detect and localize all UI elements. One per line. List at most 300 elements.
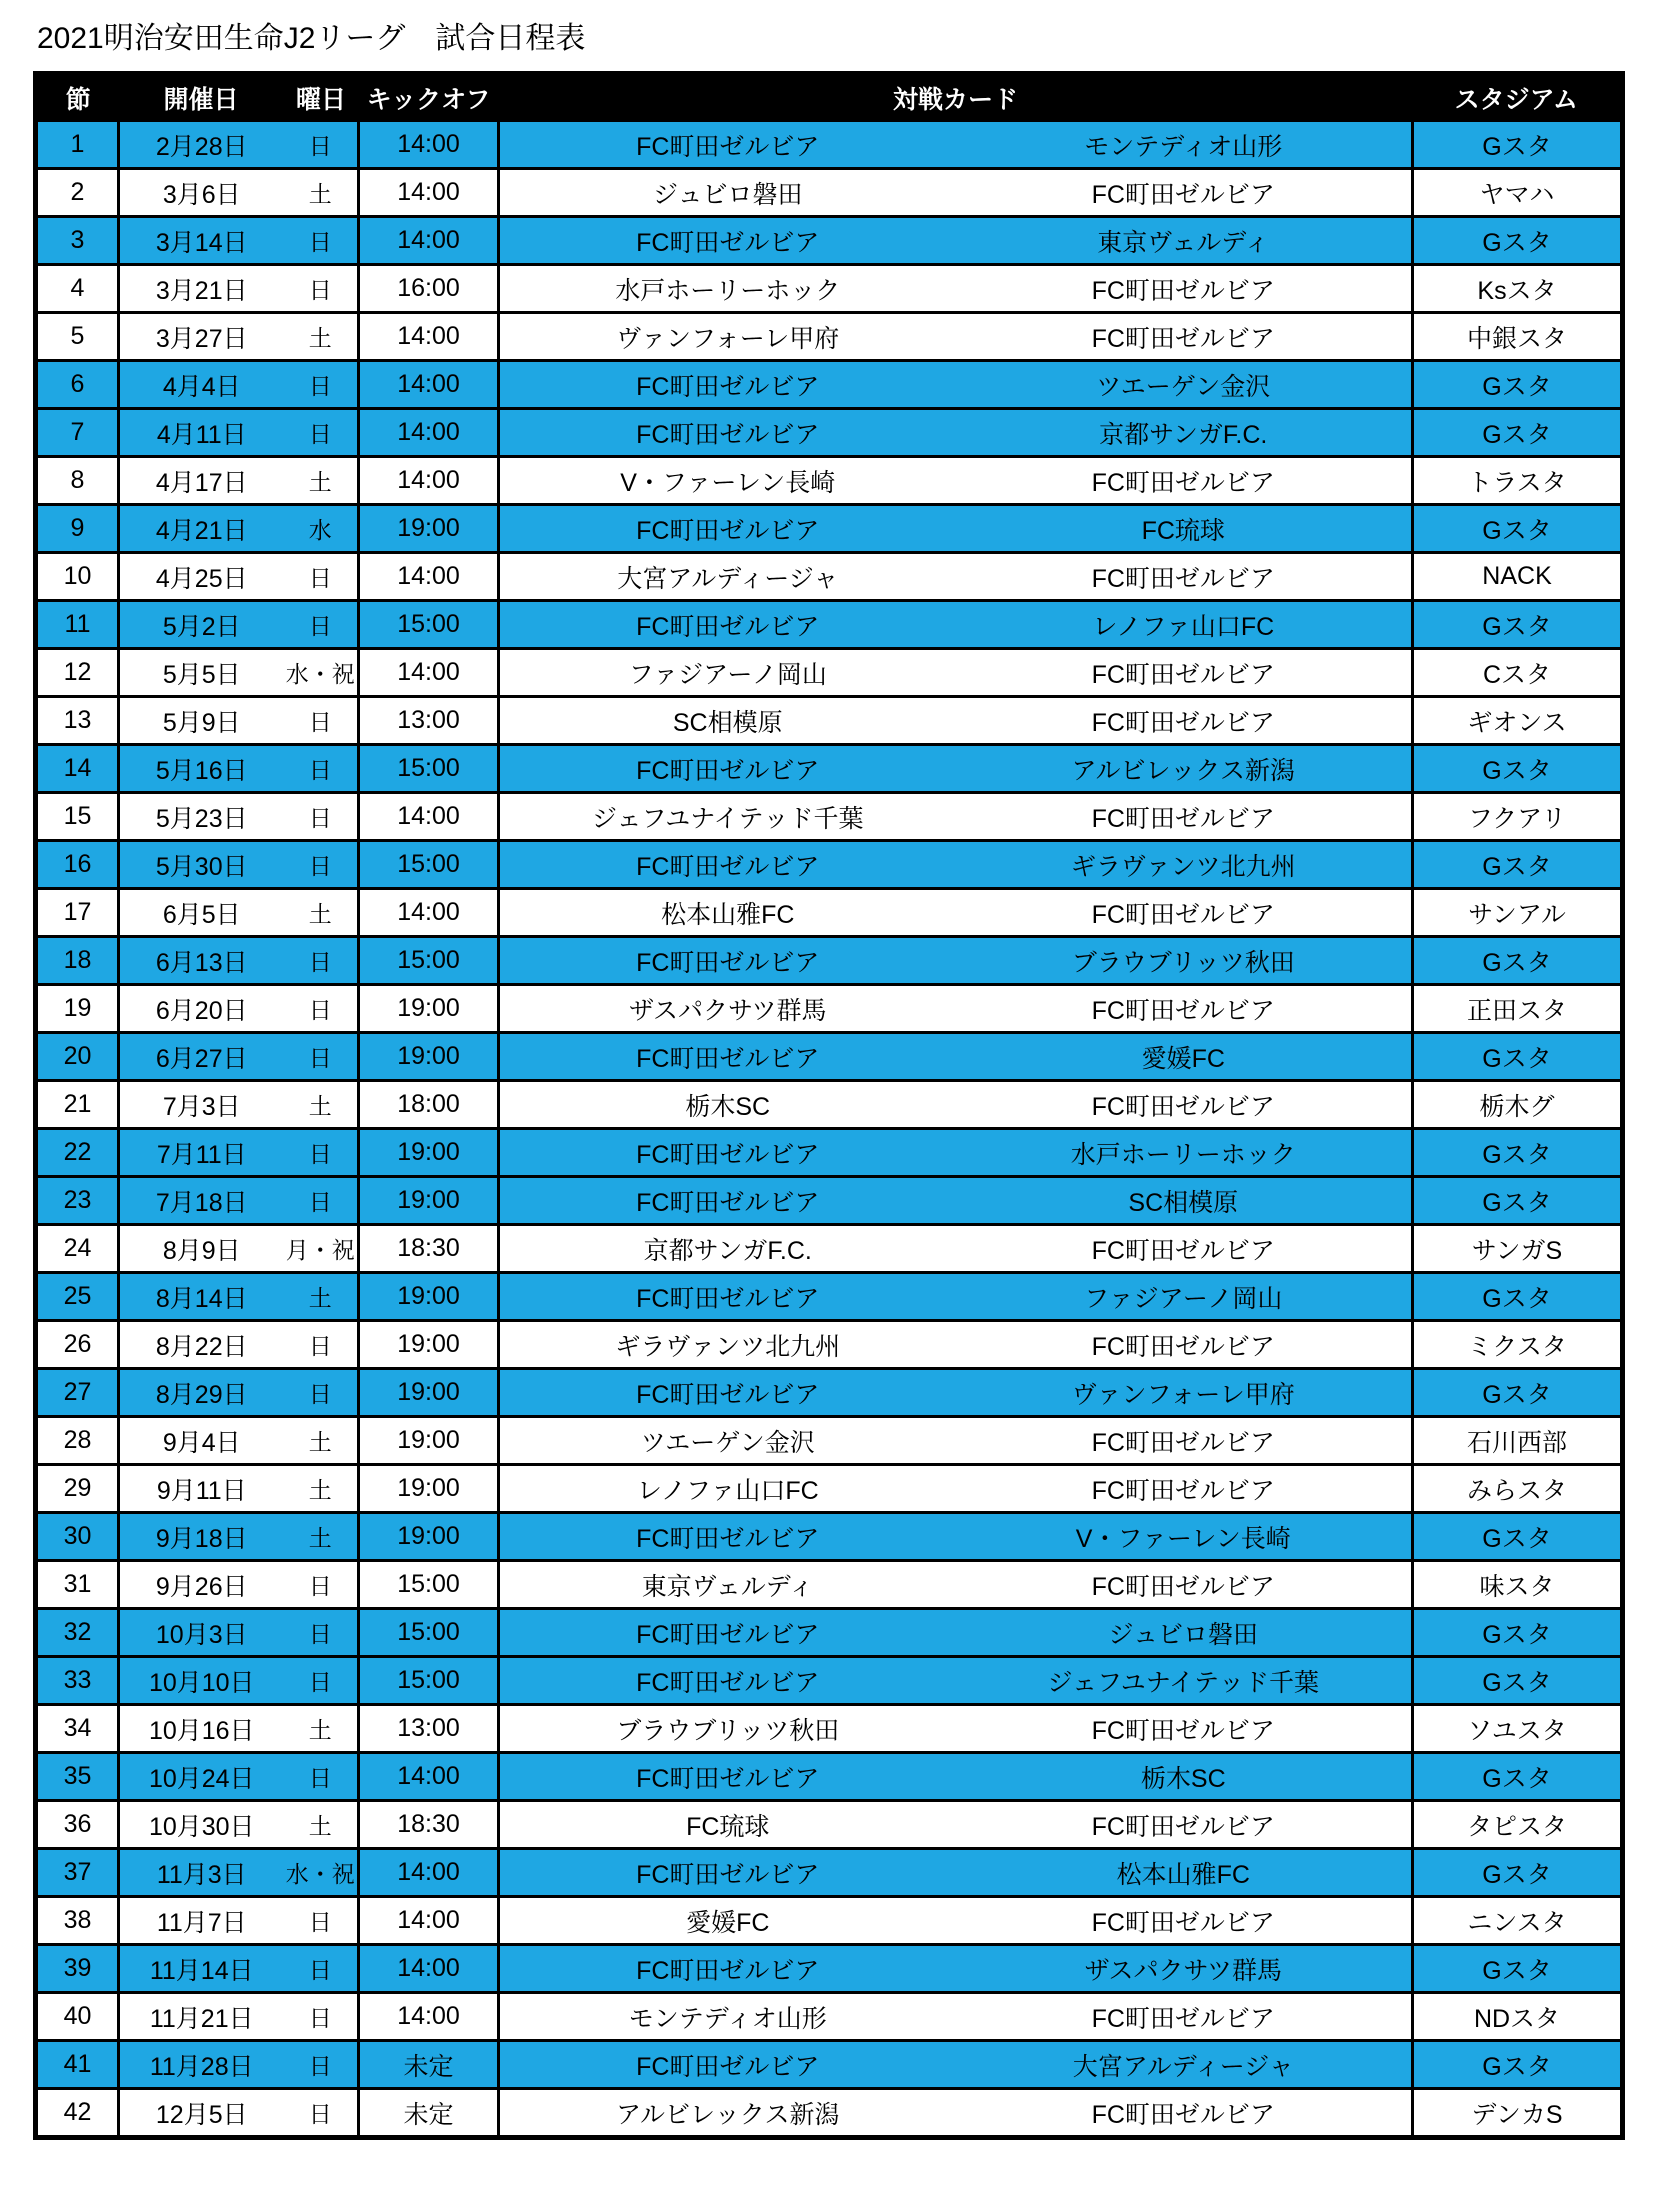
home-team-cell: レノファ山口FC xyxy=(499,1465,956,1513)
kickoff-cell: 18:00 xyxy=(359,1081,499,1129)
day-cell: 土 xyxy=(284,1465,359,1513)
table-row xyxy=(36,553,1623,601)
date-cell: 5月2日 xyxy=(119,601,284,649)
date-cell: 10月16日 xyxy=(119,1705,284,1753)
round-cell: 21 xyxy=(36,1081,119,1129)
kickoff-cell: 19:00 xyxy=(359,1321,499,1369)
away-team-cell: FC町田ゼルビア xyxy=(956,1801,1413,1849)
kickoff-cell: 15:00 xyxy=(359,745,499,793)
round-cell: 39 xyxy=(36,1945,119,1993)
day-cell: 土 xyxy=(284,889,359,937)
day-cell: 土 xyxy=(284,1513,359,1561)
stadium-cell: Gスタ xyxy=(1413,1129,1623,1177)
home-team-cell: FC町田ゼルビア xyxy=(499,601,956,649)
away-team-cell: モンテディオ山形 xyxy=(956,121,1413,169)
home-team-cell: FC町田ゼルビア xyxy=(499,841,956,889)
away-team-cell: 愛媛FC xyxy=(956,1033,1413,1081)
kickoff-cell: 15:00 xyxy=(359,1609,499,1657)
away-team-cell: FC町田ゼルビア xyxy=(956,793,1413,841)
date-cell: 3月14日 xyxy=(119,217,284,265)
date-cell: 4月17日 xyxy=(119,457,284,505)
kickoff-cell: 19:00 xyxy=(359,1513,499,1561)
table-row xyxy=(36,697,1623,745)
day-cell: 土 xyxy=(284,1705,359,1753)
home-team-cell: FC町田ゼルビア xyxy=(499,2041,956,2089)
table-row xyxy=(36,2089,1623,2138)
stadium-cell: 正田スタ xyxy=(1413,985,1623,1033)
header-date: 開催日 xyxy=(119,74,284,121)
day-cell: 水 xyxy=(284,505,359,553)
kickoff-cell: 14:00 xyxy=(359,313,499,361)
table-row xyxy=(36,2041,1623,2089)
stadium-cell: Gスタ xyxy=(1413,1033,1623,1081)
away-team-cell: 東京ヴェルディ xyxy=(956,217,1413,265)
day-cell: 日 xyxy=(284,1993,359,2041)
stadium-cell: みらスタ xyxy=(1413,1465,1623,1513)
round-cell: 38 xyxy=(36,1897,119,1945)
table-row xyxy=(36,1129,1623,1177)
kickoff-cell: 14:00 xyxy=(359,1993,499,2041)
round-cell: 33 xyxy=(36,1657,119,1705)
home-team-cell: FC町田ゼルビア xyxy=(499,1129,956,1177)
table-row xyxy=(36,937,1623,985)
stadium-cell: NACK xyxy=(1413,553,1623,601)
stadium-cell: Gスタ xyxy=(1413,1609,1623,1657)
round-cell: 3 xyxy=(36,217,119,265)
kickoff-cell: 15:00 xyxy=(359,601,499,649)
home-team-cell: 愛媛FC xyxy=(499,1897,956,1945)
home-team-cell: 大宮アルディージャ xyxy=(499,553,956,601)
day-cell: 土 xyxy=(284,313,359,361)
date-cell: 9月11日 xyxy=(119,1465,284,1513)
kickoff-cell: 14:00 xyxy=(359,217,499,265)
schedule-header xyxy=(36,74,1623,121)
schedule-body xyxy=(36,121,1623,2138)
round-cell: 37 xyxy=(36,1849,119,1897)
day-cell: 日 xyxy=(284,361,359,409)
day-cell: 土 xyxy=(284,1801,359,1849)
home-team-cell: FC町田ゼルビア xyxy=(499,1369,956,1417)
date-cell: 10月10日 xyxy=(119,1657,284,1705)
home-team-cell: FC町田ゼルビア xyxy=(499,121,956,169)
round-cell: 1 xyxy=(36,121,119,169)
away-team-cell: FC町田ゼルビア xyxy=(956,1897,1413,1945)
away-team-cell: FC町田ゼルビア xyxy=(956,649,1413,697)
round-cell: 32 xyxy=(36,1609,119,1657)
day-cell: 土 xyxy=(284,1081,359,1129)
day-cell: 日 xyxy=(284,1129,359,1177)
table-row xyxy=(36,889,1623,937)
table-row xyxy=(36,1081,1623,1129)
home-team-cell: アルビレックス新潟 xyxy=(499,2089,956,2138)
date-cell: 9月18日 xyxy=(119,1513,284,1561)
away-team-cell: FC町田ゼルビア xyxy=(956,1225,1413,1273)
home-team-cell: ザスパクサツ群馬 xyxy=(499,985,956,1033)
date-cell: 5月9日 xyxy=(119,697,284,745)
date-cell: 7月3日 xyxy=(119,1081,284,1129)
day-cell: 日 xyxy=(284,1657,359,1705)
away-team-cell: FC町田ゼルビア xyxy=(956,169,1413,217)
day-cell: 水・祝 xyxy=(284,649,359,697)
table-row xyxy=(36,121,1623,169)
table-row xyxy=(36,505,1623,553)
stadium-cell: Gスタ xyxy=(1413,1657,1623,1705)
date-cell: 7月11日 xyxy=(119,1129,284,1177)
kickoff-cell: 13:00 xyxy=(359,1705,499,1753)
away-team-cell: FC町田ゼルビア xyxy=(956,1081,1413,1129)
day-cell: 土 xyxy=(284,1417,359,1465)
date-cell: 10月30日 xyxy=(119,1801,284,1849)
stadium-cell: フクアリ xyxy=(1413,793,1623,841)
kickoff-cell: 14:00 xyxy=(359,793,499,841)
day-cell: 日 xyxy=(284,601,359,649)
home-team-cell: FC琉球 xyxy=(499,1801,956,1849)
round-cell: 42 xyxy=(36,2089,119,2138)
table-row xyxy=(36,457,1623,505)
header-stadium: スタジアム xyxy=(1413,74,1623,121)
round-cell: 41 xyxy=(36,2041,119,2089)
round-cell: 34 xyxy=(36,1705,119,1753)
round-cell: 6 xyxy=(36,361,119,409)
away-team-cell: FC琉球 xyxy=(956,505,1413,553)
stadium-cell: 栃木グ xyxy=(1413,1081,1623,1129)
away-team-cell: FC町田ゼルビア xyxy=(956,889,1413,937)
stadium-cell: Gスタ xyxy=(1413,1513,1623,1561)
away-team-cell: レノファ山口FC xyxy=(956,601,1413,649)
round-cell: 8 xyxy=(36,457,119,505)
day-cell: 土 xyxy=(284,457,359,505)
stadium-cell: サンアル xyxy=(1413,889,1623,937)
kickoff-cell: 14:00 xyxy=(359,1945,499,1993)
stadium-cell: Gスタ xyxy=(1413,217,1623,265)
table-row xyxy=(36,1849,1623,1897)
date-cell: 4月4日 xyxy=(119,361,284,409)
day-cell: 日 xyxy=(284,121,359,169)
date-cell: 9月26日 xyxy=(119,1561,284,1609)
home-team-cell: FC町田ゼルビア xyxy=(499,1033,956,1081)
home-team-cell: FC町田ゼルビア xyxy=(499,1849,956,1897)
kickoff-cell: 14:00 xyxy=(359,553,499,601)
date-cell: 10月24日 xyxy=(119,1753,284,1801)
round-cell: 29 xyxy=(36,1465,119,1513)
kickoff-cell: 15:00 xyxy=(359,1657,499,1705)
kickoff-cell: 19:00 xyxy=(359,505,499,553)
table-row xyxy=(36,361,1623,409)
away-team-cell: FC町田ゼルビア xyxy=(956,1993,1413,2041)
kickoff-cell: 14:00 xyxy=(359,1897,499,1945)
home-team-cell: FC町田ゼルビア xyxy=(499,505,956,553)
away-team-cell: FC町田ゼルビア xyxy=(956,1465,1413,1513)
round-cell: 15 xyxy=(36,793,119,841)
round-cell: 12 xyxy=(36,649,119,697)
kickoff-cell: 18:30 xyxy=(359,1225,499,1273)
date-cell: 12月5日 xyxy=(119,2089,284,2138)
home-team-cell: 京都サンガF.C. xyxy=(499,1225,956,1273)
table-row xyxy=(36,1657,1623,1705)
stadium-cell: Gスタ xyxy=(1413,121,1623,169)
stadium-cell: Gスタ xyxy=(1413,1177,1623,1225)
table-row xyxy=(36,265,1623,313)
day-cell: 日 xyxy=(284,553,359,601)
away-team-cell: FC町田ゼルビア xyxy=(956,697,1413,745)
kickoff-cell: 未定 xyxy=(359,2041,499,2089)
table-row xyxy=(36,1609,1623,1657)
table-row xyxy=(36,1993,1623,2041)
round-cell: 26 xyxy=(36,1321,119,1369)
away-team-cell: ブラウブリッツ秋田 xyxy=(956,937,1413,985)
home-team-cell: FC町田ゼルビア xyxy=(499,1609,956,1657)
day-cell: 日 xyxy=(284,1177,359,1225)
stadium-cell: Gスタ xyxy=(1413,1753,1623,1801)
away-team-cell: FC町田ゼルビア xyxy=(956,457,1413,505)
date-cell: 8月22日 xyxy=(119,1321,284,1369)
home-team-cell: 東京ヴェルディ xyxy=(499,1561,956,1609)
home-team-cell: ジュビロ磐田 xyxy=(499,169,956,217)
table-row xyxy=(36,1225,1623,1273)
day-cell: 日 xyxy=(284,1321,359,1369)
stadium-cell: 石川西部 xyxy=(1413,1417,1623,1465)
round-cell: 14 xyxy=(36,745,119,793)
round-cell: 28 xyxy=(36,1417,119,1465)
day-cell: 日 xyxy=(284,1945,359,1993)
table-row xyxy=(36,601,1623,649)
home-team-cell: ファジアーノ岡山 xyxy=(499,649,956,697)
stadium-cell: Cスタ xyxy=(1413,649,1623,697)
round-cell: 10 xyxy=(36,553,119,601)
kickoff-cell: 14:00 xyxy=(359,649,499,697)
stadium-cell: タピスタ xyxy=(1413,1801,1623,1849)
date-cell: 3月6日 xyxy=(119,169,284,217)
date-cell: 4月11日 xyxy=(119,409,284,457)
round-cell: 24 xyxy=(36,1225,119,1273)
date-cell: 8月14日 xyxy=(119,1273,284,1321)
home-team-cell: FC町田ゼルビア xyxy=(499,1753,956,1801)
date-cell: 8月9日 xyxy=(119,1225,284,1273)
table-row xyxy=(36,1945,1623,1993)
stadium-cell: Gスタ xyxy=(1413,601,1623,649)
table-row xyxy=(36,313,1623,361)
home-team-cell: ブラウブリッツ秋田 xyxy=(499,1705,956,1753)
header-day: 曜日 xyxy=(284,74,359,121)
home-team-cell: FC町田ゼルビア xyxy=(499,1273,956,1321)
home-team-cell: FC町田ゼルビア xyxy=(499,937,956,985)
away-team-cell: FC町田ゼルビア xyxy=(956,553,1413,601)
stadium-cell: Gスタ xyxy=(1413,2041,1623,2089)
home-team-cell: FC町田ゼルビア xyxy=(499,1513,956,1561)
table-row xyxy=(36,1321,1623,1369)
kickoff-cell: 18:30 xyxy=(359,1801,499,1849)
table-row xyxy=(36,1273,1623,1321)
date-cell: 5月23日 xyxy=(119,793,284,841)
date-cell: 3月21日 xyxy=(119,265,284,313)
kickoff-cell: 19:00 xyxy=(359,985,499,1033)
stadium-cell: デンカS xyxy=(1413,2089,1623,2138)
away-team-cell: ジュビロ磐田 xyxy=(956,1609,1413,1657)
day-cell: 日 xyxy=(284,985,359,1033)
away-team-cell: ザスパクサツ群馬 xyxy=(956,1945,1413,1993)
away-team-cell: アルビレックス新潟 xyxy=(956,745,1413,793)
date-cell: 5月5日 xyxy=(119,649,284,697)
home-team-cell: ヴァンフォーレ甲府 xyxy=(499,313,956,361)
round-cell: 31 xyxy=(36,1561,119,1609)
day-cell: 日 xyxy=(284,2041,359,2089)
home-team-cell: モンテディオ山形 xyxy=(499,1993,956,2041)
stadium-cell: Gスタ xyxy=(1413,1945,1623,1993)
stadium-cell: 味スタ xyxy=(1413,1561,1623,1609)
kickoff-cell: 未定 xyxy=(359,2089,499,2138)
away-team-cell: ジェフユナイテッド千葉 xyxy=(956,1657,1413,1705)
home-team-cell: 水戸ホーリーホック xyxy=(499,265,956,313)
date-cell: 6月27日 xyxy=(119,1033,284,1081)
date-cell: 6月20日 xyxy=(119,985,284,1033)
kickoff-cell: 14:00 xyxy=(359,1849,499,1897)
round-cell: 17 xyxy=(36,889,119,937)
day-cell: 月・祝 xyxy=(284,1225,359,1273)
day-cell: 日 xyxy=(284,409,359,457)
table-row xyxy=(36,1801,1623,1849)
home-team-cell: 栃木SC xyxy=(499,1081,956,1129)
stadium-cell: Gスタ xyxy=(1413,1273,1623,1321)
day-cell: 日 xyxy=(284,1753,359,1801)
home-team-cell: ジェフユナイテッド千葉 xyxy=(499,793,956,841)
date-cell: 5月30日 xyxy=(119,841,284,889)
day-cell: 日 xyxy=(284,1609,359,1657)
page-title: 2021明治安田生命J2リーグ 試合日程表 xyxy=(37,22,586,55)
away-team-cell: ギラヴァンツ北九州 xyxy=(956,841,1413,889)
table-row xyxy=(36,217,1623,265)
kickoff-cell: 14:00 xyxy=(359,361,499,409)
table-row xyxy=(36,793,1623,841)
home-team-cell: FC町田ゼルビア xyxy=(499,1945,956,1993)
away-team-cell: FC町田ゼルビア xyxy=(956,265,1413,313)
round-cell: 35 xyxy=(36,1753,119,1801)
date-cell: 7月18日 xyxy=(119,1177,284,1225)
date-cell: 4月21日 xyxy=(119,505,284,553)
away-team-cell: 松本山雅FC xyxy=(956,1849,1413,1897)
kickoff-cell: 15:00 xyxy=(359,1561,499,1609)
day-cell: 日 xyxy=(284,1897,359,1945)
stadium-cell: Ksスタ xyxy=(1413,265,1623,313)
round-cell: 16 xyxy=(36,841,119,889)
home-team-cell: FC町田ゼルビア xyxy=(499,1657,956,1705)
stadium-cell: Gスタ xyxy=(1413,937,1623,985)
date-cell: 4月25日 xyxy=(119,553,284,601)
round-cell: 18 xyxy=(36,937,119,985)
day-cell: 日 xyxy=(284,1369,359,1417)
kickoff-cell: 19:00 xyxy=(359,1465,499,1513)
home-team-cell: FC町田ゼルビア xyxy=(499,217,956,265)
away-team-cell: 大宮アルディージャ xyxy=(956,2041,1413,2089)
date-cell: 3月27日 xyxy=(119,313,284,361)
round-cell: 19 xyxy=(36,985,119,1033)
table-row xyxy=(36,1561,1623,1609)
stadium-cell: ミクスタ xyxy=(1413,1321,1623,1369)
stadium-cell: トラスタ xyxy=(1413,457,1623,505)
home-team-cell: SC相模原 xyxy=(499,697,956,745)
table-row xyxy=(36,1033,1623,1081)
round-cell: 5 xyxy=(36,313,119,361)
away-team-cell: FC町田ゼルビア xyxy=(956,985,1413,1033)
away-team-cell: V・ファーレン長崎 xyxy=(956,1513,1413,1561)
kickoff-cell: 19:00 xyxy=(359,1369,499,1417)
kickoff-cell: 19:00 xyxy=(359,1273,499,1321)
away-team-cell: 水戸ホーリーホック xyxy=(956,1129,1413,1177)
kickoff-cell: 14:00 xyxy=(359,409,499,457)
kickoff-cell: 19:00 xyxy=(359,1129,499,1177)
stadium-cell: サンガS xyxy=(1413,1225,1623,1273)
kickoff-cell: 19:00 xyxy=(359,1417,499,1465)
day-cell: 日 xyxy=(284,937,359,985)
away-team-cell: FC町田ゼルビア xyxy=(956,1417,1413,1465)
away-team-cell: FC町田ゼルビア xyxy=(956,1561,1413,1609)
round-cell: 27 xyxy=(36,1369,119,1417)
kickoff-cell: 14:00 xyxy=(359,457,499,505)
away-team-cell: FC町田ゼルビア xyxy=(956,1321,1413,1369)
away-team-cell: FC町田ゼルビア xyxy=(956,2089,1413,2138)
kickoff-cell: 19:00 xyxy=(359,1177,499,1225)
day-cell: 日 xyxy=(284,265,359,313)
table-row xyxy=(36,1465,1623,1513)
table-row xyxy=(36,1417,1623,1465)
day-cell: 水・祝 xyxy=(284,1849,359,1897)
kickoff-cell: 14:00 xyxy=(359,1753,499,1801)
stadium-cell: ニンスタ xyxy=(1413,1897,1623,1945)
table-row xyxy=(36,1897,1623,1945)
kickoff-cell: 16:00 xyxy=(359,265,499,313)
schedule-table xyxy=(33,71,1625,2140)
stadium-cell: Gスタ xyxy=(1413,841,1623,889)
home-team-cell: FC町田ゼルビア xyxy=(499,745,956,793)
home-team-cell: ツエーゲン金沢 xyxy=(499,1417,956,1465)
kickoff-cell: 19:00 xyxy=(359,1033,499,1081)
date-cell: 6月5日 xyxy=(119,889,284,937)
table-row xyxy=(36,985,1623,1033)
stadium-cell: Gスタ xyxy=(1413,505,1623,553)
stadium-cell: NDスタ xyxy=(1413,1993,1623,2041)
table-row xyxy=(36,649,1623,697)
kickoff-cell: 15:00 xyxy=(359,937,499,985)
kickoff-cell: 14:00 xyxy=(359,169,499,217)
table-row xyxy=(36,1177,1623,1225)
table-row xyxy=(36,169,1623,217)
header-kickoff: キックオフ xyxy=(359,74,499,121)
table-row xyxy=(36,409,1623,457)
away-team-cell: SC相模原 xyxy=(956,1177,1413,1225)
round-cell: 20 xyxy=(36,1033,119,1081)
date-cell: 6月13日 xyxy=(119,937,284,985)
away-team-cell: FC町田ゼルビア xyxy=(956,313,1413,361)
date-cell: 5月16日 xyxy=(119,745,284,793)
round-cell: 4 xyxy=(36,265,119,313)
kickoff-cell: 14:00 xyxy=(359,889,499,937)
day-cell: 日 xyxy=(284,2089,359,2138)
table-row xyxy=(36,1513,1623,1561)
away-team-cell: ファジアーノ岡山 xyxy=(956,1273,1413,1321)
kickoff-cell: 13:00 xyxy=(359,697,499,745)
home-team-cell: FC町田ゼルビア xyxy=(499,1177,956,1225)
round-cell: 23 xyxy=(36,1177,119,1225)
stadium-cell: Gスタ xyxy=(1413,1369,1623,1417)
date-cell: 11月21日 xyxy=(119,1993,284,2041)
date-cell: 8月29日 xyxy=(119,1369,284,1417)
date-cell: 11月7日 xyxy=(119,1897,284,1945)
round-cell: 22 xyxy=(36,1129,119,1177)
header-row xyxy=(36,74,1623,121)
day-cell: 日 xyxy=(284,793,359,841)
away-team-cell: 京都サンガF.C. xyxy=(956,409,1413,457)
date-cell: 11月14日 xyxy=(119,1945,284,1993)
day-cell: 日 xyxy=(284,841,359,889)
